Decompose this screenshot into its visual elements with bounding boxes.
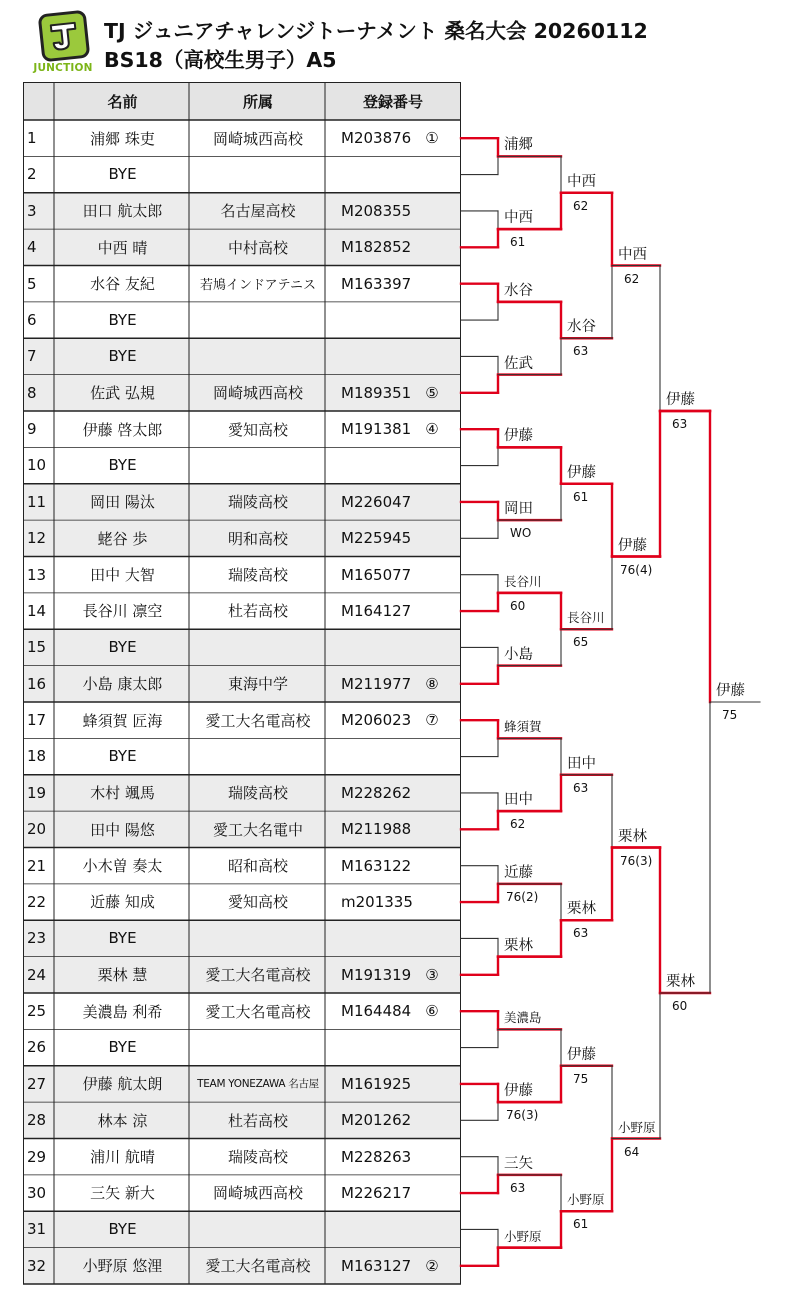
player-name: 田中 大智 <box>90 566 155 584</box>
entry-number: 32 <box>27 1256 47 1275</box>
registration-number: M164484 <box>341 1002 412 1020</box>
entry-number: 12 <box>27 529 47 548</box>
entry-number: 6 <box>27 310 37 329</box>
entry-number: 1 <box>27 129 37 147</box>
column-header: 名前 <box>107 92 138 111</box>
player-club: 愛工大名電高校 <box>205 711 311 730</box>
seed-badge: ③ <box>425 965 439 984</box>
entry-number: 10 <box>27 456 47 475</box>
seed-badge: ① <box>425 129 439 147</box>
match-winner: 伊藤 <box>618 537 647 554</box>
player-name: 水谷 友紀 <box>90 275 155 293</box>
entry-number: 14 <box>27 601 47 620</box>
player-name: 長谷川 凛空 <box>82 602 163 621</box>
entry-number: 3 <box>27 201 37 220</box>
match-winner: 伊藤 <box>504 1083 533 1100</box>
match-winner: 水谷 <box>567 319 596 336</box>
match-score: WO <box>510 526 532 541</box>
match-winner: 栗林 <box>666 974 695 990</box>
entry-number: 7 <box>27 347 37 366</box>
entry-number: 9 <box>27 420 37 438</box>
registration-number: M226047 <box>341 492 412 511</box>
match-winner: 伊藤 <box>567 464 596 481</box>
registration-number: M182852 <box>341 238 412 257</box>
match-score: 76(3) <box>506 1108 539 1123</box>
registration-number: M189351 <box>341 383 412 402</box>
registration-number: M164127 <box>341 601 412 620</box>
player-name: 伊藤 啓太郎 <box>82 420 163 439</box>
seed-badge: ⑤ <box>425 383 439 402</box>
match-score: 63 <box>510 1180 526 1195</box>
match-winner: 水谷 <box>504 282 533 299</box>
player-name: 浦川 航晴 <box>90 1148 155 1166</box>
player-name: BYE <box>108 1038 137 1057</box>
match-winner: 近藤 <box>504 864 533 881</box>
logo-wordmark: JUNCTION <box>33 62 93 74</box>
match-score: 76(4) <box>620 562 653 577</box>
player-club: 昭和高校 <box>227 857 288 875</box>
seed-badge: ⑥ <box>425 1002 439 1020</box>
entry-number: 13 <box>27 565 47 584</box>
registration-number: M226217 <box>341 1183 412 1202</box>
column-header: 所属 <box>242 92 273 111</box>
registration-number: M211988 <box>341 820 412 839</box>
match-score: 65 <box>573 635 589 650</box>
player-name: 伊藤 航太朗 <box>82 1075 163 1094</box>
seed-badge: ④ <box>425 420 439 438</box>
match-winner: 伊藤 <box>567 1046 596 1063</box>
match-winner: 田中 <box>567 755 596 772</box>
registration-number: m201335 <box>341 892 413 911</box>
player-name: 小野原 悠浬 <box>82 1257 163 1276</box>
seed-badge: ⑦ <box>425 711 439 729</box>
player-name: BYE <box>108 347 137 366</box>
entry-number: 15 <box>27 638 47 657</box>
registration-number: M206023 <box>341 711 412 729</box>
player-name: 小島 康太郎 <box>82 675 163 694</box>
player-club: 明和高校 <box>227 529 288 548</box>
entry-number: 20 <box>27 820 47 839</box>
player-name: 栗林 慧 <box>97 966 148 985</box>
registration-number: M228263 <box>341 1147 412 1166</box>
match-score: 61 <box>510 235 526 250</box>
entry-number: 17 <box>27 711 47 729</box>
registration-number: M201262 <box>341 1111 412 1130</box>
player-club: 愛知高校 <box>227 420 288 439</box>
player-name: BYE <box>108 747 137 766</box>
entry-number: 4 <box>27 238 37 257</box>
match-winner: 小野原 <box>618 1119 656 1135</box>
player-club: 愛工大名電中 <box>212 820 303 839</box>
player-name: BYE <box>108 1220 137 1239</box>
player-name: 浦郷 珠吏 <box>90 129 155 148</box>
player-club: 愛知高校 <box>227 893 288 912</box>
player-club: 瑞陵高校 <box>227 493 288 512</box>
match-winner: 中西 <box>504 210 533 227</box>
player-club: TEAM YONEZAWA 名古屋 <box>197 1078 319 1091</box>
player-club: 岡崎城西高校 <box>212 129 303 148</box>
player-name: BYE <box>108 310 137 329</box>
player-club: 愛工大名電高校 <box>205 1257 311 1276</box>
entry-number: 19 <box>27 783 47 802</box>
player-name: 木村 颯馬 <box>90 784 155 803</box>
player-name: BYE <box>108 929 137 948</box>
match-score: 76(2) <box>506 889 539 904</box>
entry-number: 5 <box>27 274 37 293</box>
match-winner: 三矢 <box>504 1155 533 1172</box>
player-club: 愛工大名電高校 <box>205 966 311 985</box>
match-score: 76(3) <box>620 853 653 868</box>
entry-number: 26 <box>27 1038 47 1057</box>
player-name: 中西 晴 <box>97 238 148 257</box>
player-club: 若鳩インドアテニス <box>199 278 317 293</box>
entry-number: 23 <box>27 929 47 948</box>
player-name: BYE <box>108 165 137 184</box>
column-header: 登録番号 <box>362 92 423 111</box>
match-score: 60 <box>510 598 526 613</box>
match-winner: 中西 <box>618 246 647 263</box>
entry-number: 16 <box>27 674 47 693</box>
match-winner: 栗林 <box>504 937 533 954</box>
player-club: 名古屋高校 <box>220 202 296 221</box>
entry-number: 11 <box>27 492 47 511</box>
registration-number: M191319 <box>341 965 412 984</box>
match-winner: 栗林 <box>618 828 647 845</box>
match-score: 63 <box>573 780 589 795</box>
match-winner: 長谷川 <box>567 610 605 626</box>
registration-number: M211977 <box>341 674 412 693</box>
player-name: 岡田 陽汰 <box>90 493 155 512</box>
registration-number: M163127 <box>341 1256 412 1275</box>
player-name: 田中 陽悠 <box>90 820 155 839</box>
seed-badge: ② <box>425 1256 439 1275</box>
player-club: 瑞陵高校 <box>227 1148 288 1166</box>
entry-number: 18 <box>27 747 47 766</box>
match-score: 62 <box>510 817 526 832</box>
match-winner: 小野原 <box>504 1228 542 1244</box>
registration-number: M225945 <box>341 529 412 548</box>
match-winner: 田中 <box>504 792 533 809</box>
match-score: 63 <box>573 926 589 941</box>
entry-number: 30 <box>27 1183 47 1202</box>
player-name: 林本 涼 <box>97 1111 148 1130</box>
player-name: 蛯谷 歩 <box>97 529 148 548</box>
registration-number: M208355 <box>341 201 412 220</box>
match-score: 61 <box>573 489 589 504</box>
player-name: 小木曽 奏太 <box>82 857 163 875</box>
entry-number: 21 <box>27 856 47 875</box>
registration-number: M203876 <box>341 129 412 147</box>
player-name: 三矢 新大 <box>90 1184 155 1203</box>
entry-number: 29 <box>27 1147 47 1166</box>
player-club: 中村高校 <box>227 238 288 257</box>
registration-number: M161925 <box>341 1074 412 1093</box>
entry-number: 2 <box>27 165 37 184</box>
player-name: 近藤 知成 <box>90 893 155 912</box>
player-club: 愛工大名電高校 <box>205 1002 311 1021</box>
entry-number: 8 <box>27 383 37 402</box>
entry-number: 27 <box>27 1074 47 1093</box>
entry-number: 25 <box>27 1002 47 1020</box>
registration-number: M191381 <box>341 420 412 438</box>
match-winner: 栗林 <box>567 901 596 918</box>
match-winner: 岡田 <box>504 501 533 518</box>
match-winner: 佐武 <box>504 355 533 372</box>
match-score: 75 <box>722 708 738 722</box>
match-winner: 小野原 <box>567 1192 605 1208</box>
page-title: TJ ジュニアチャレンジトーナメント 桑名大会 20260112 <box>104 19 648 43</box>
match-winner: 中西 <box>567 173 596 190</box>
match-score: 62 <box>624 271 640 286</box>
player-name: 美濃島 利希 <box>82 1002 163 1021</box>
match-winner: 伊藤 <box>504 428 533 445</box>
match-winner: 蜂須賀 <box>504 719 542 735</box>
match-score: 62 <box>573 198 589 213</box>
page-subtitle: BS18（高校生男子）A5 <box>104 48 337 72</box>
registration-number: M163397 <box>341 274 412 293</box>
match-score: 61 <box>573 1217 589 1232</box>
player-club: 岡崎城西高校 <box>212 1184 303 1203</box>
entry-number: 28 <box>27 1111 47 1130</box>
registration-number: M165077 <box>341 565 412 584</box>
player-club: 瑞陵高校 <box>227 566 288 584</box>
player-name: BYE <box>108 456 137 475</box>
seed-badge: ⑧ <box>425 674 439 693</box>
player-club: 瑞陵高校 <box>227 784 288 803</box>
player-name: 佐武 弘規 <box>90 384 155 403</box>
match-winner: 伊藤 <box>716 683 745 699</box>
player-club: 岡崎城西高校 <box>212 384 303 403</box>
match-score: 60 <box>672 999 688 1013</box>
registration-number: M228262 <box>341 783 412 802</box>
match-winner: 浦郷 <box>504 137 533 154</box>
match-score: 63 <box>573 344 589 359</box>
player-name: BYE <box>108 638 137 657</box>
player-name: 田口 航太郎 <box>82 202 163 221</box>
match-score: 75 <box>573 1071 589 1086</box>
match-winner: 美濃島 <box>504 1010 542 1026</box>
entry-number: 31 <box>27 1220 47 1239</box>
player-name: 蜂須賀 匠海 <box>82 711 163 730</box>
player-club: 東海中学 <box>227 675 288 694</box>
match-winner: 長谷川 <box>504 573 542 589</box>
player-club: 杜若高校 <box>227 602 288 621</box>
match-winner: 伊藤 <box>666 392 695 408</box>
player-club: 杜若高校 <box>227 1111 288 1130</box>
match-score: 64 <box>624 1144 640 1159</box>
match-winner: 小島 <box>504 646 533 663</box>
registration-number: M163122 <box>341 856 412 875</box>
entry-number: 22 <box>27 892 47 911</box>
match-score: 63 <box>672 417 688 431</box>
entry-number: 24 <box>27 965 47 984</box>
